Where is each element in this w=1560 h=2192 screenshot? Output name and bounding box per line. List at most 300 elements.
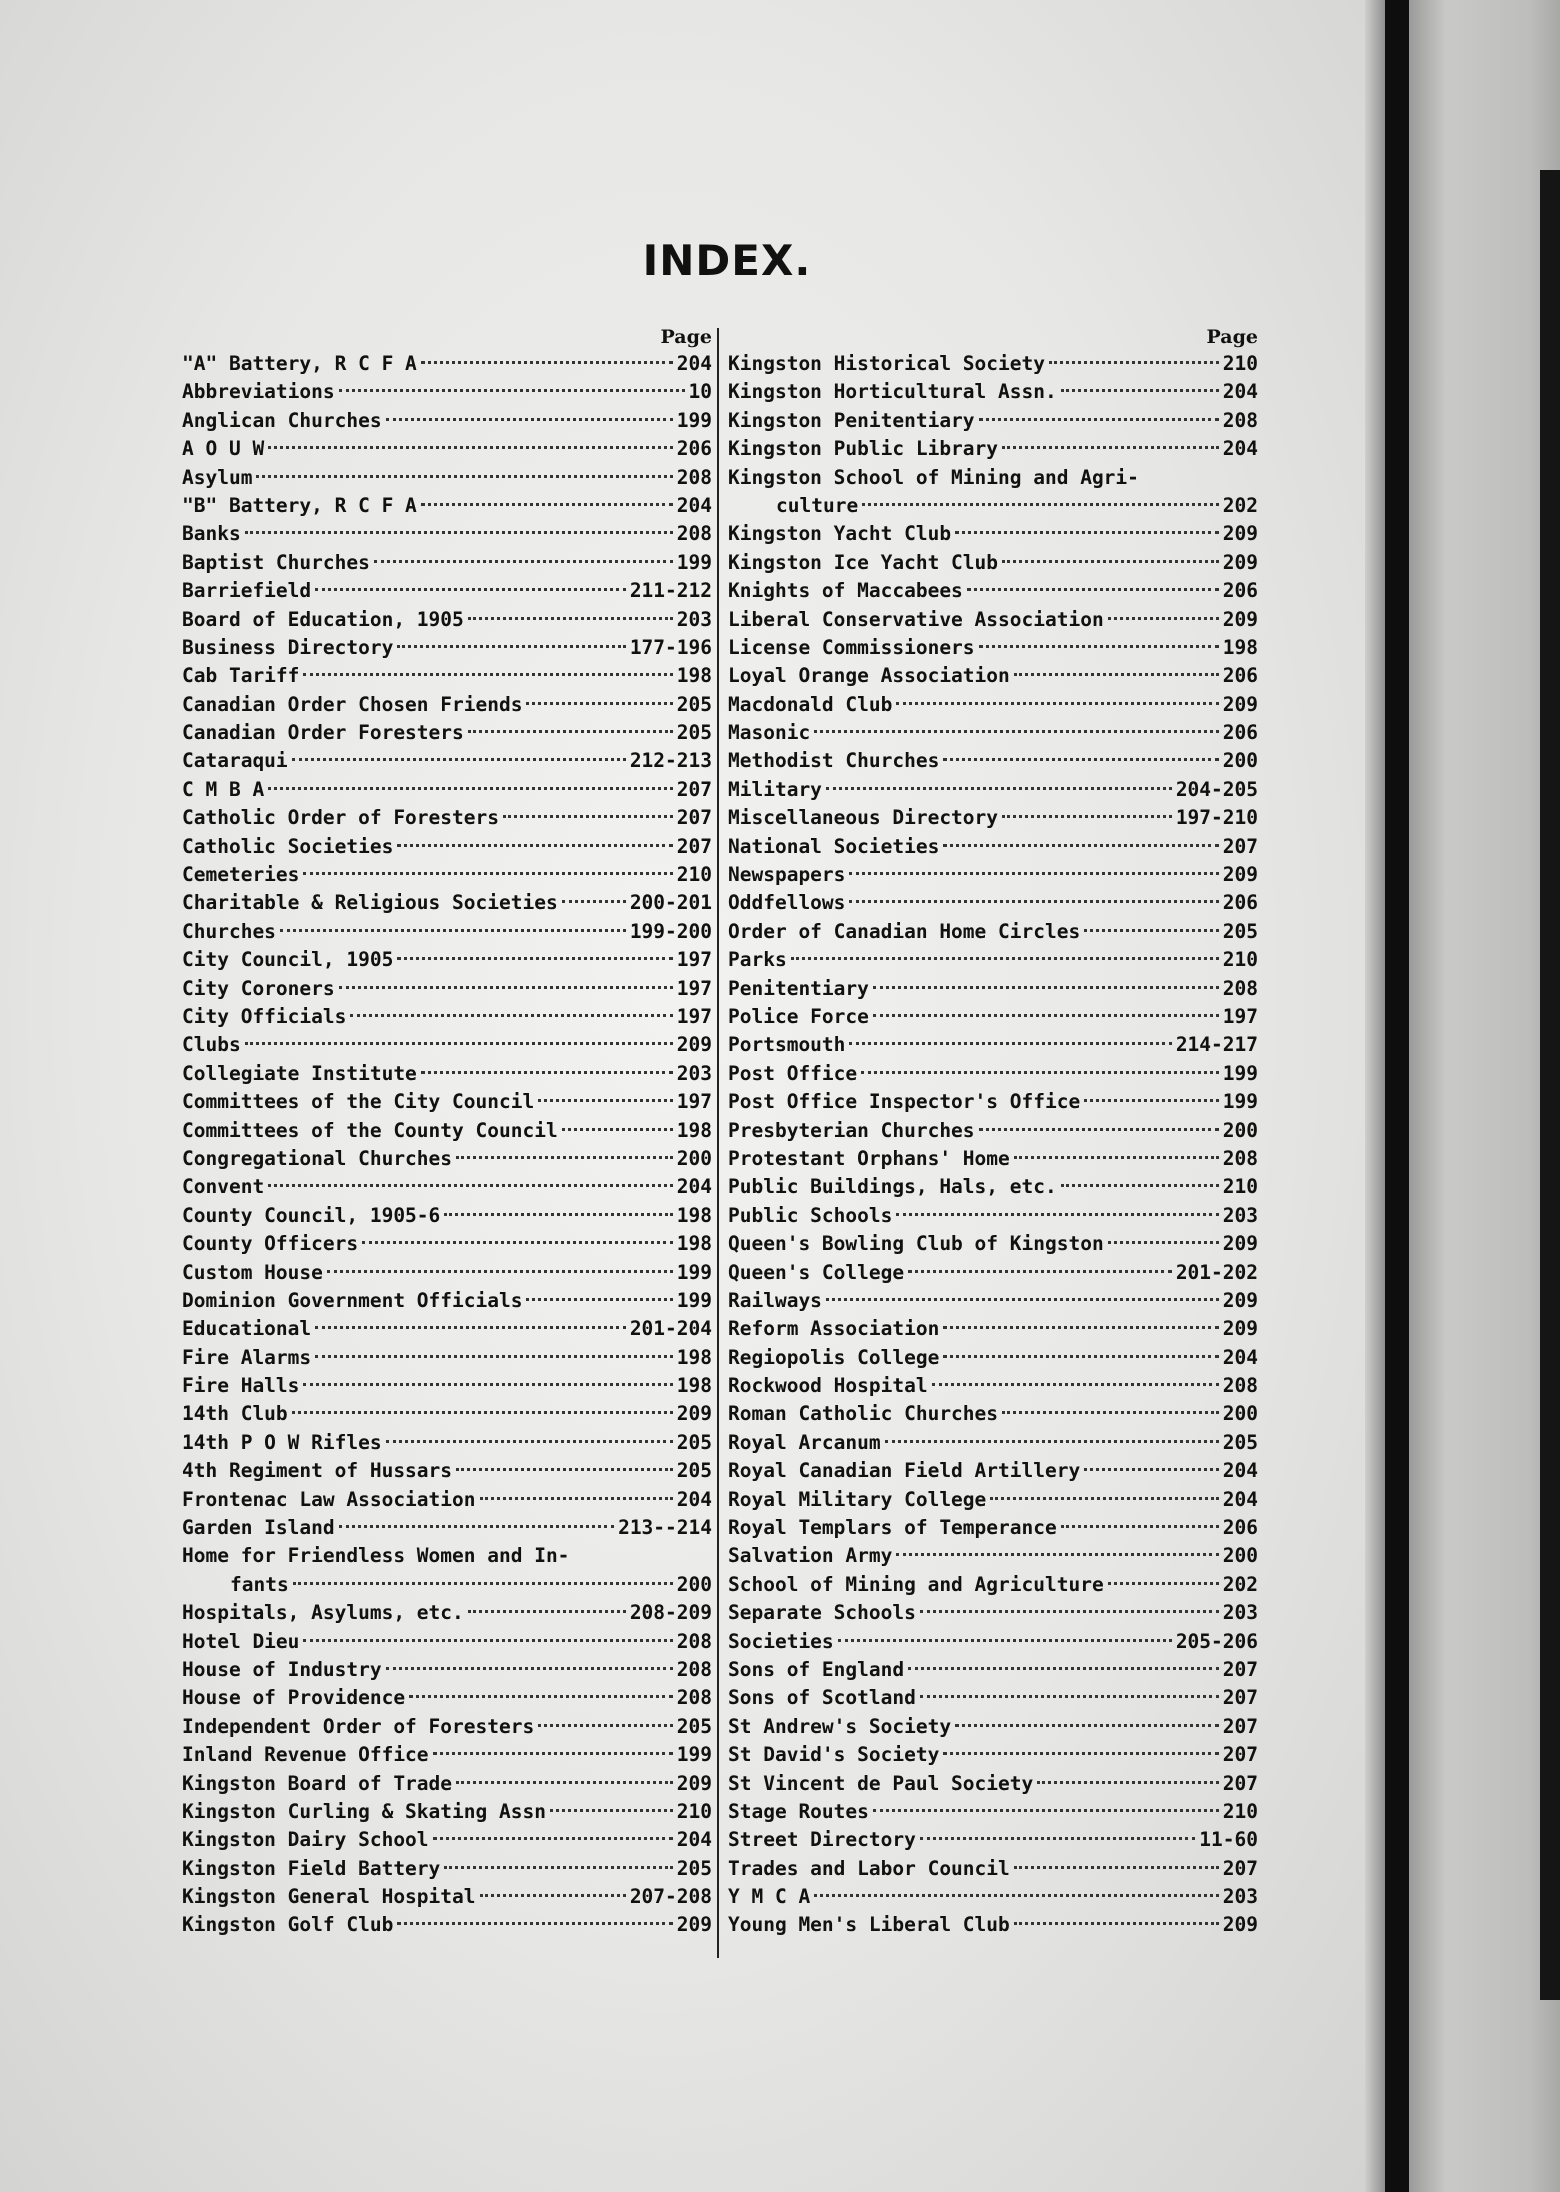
index-entry-name: 14th Club — [182, 1402, 288, 1426]
dot-leader — [386, 1440, 673, 1443]
index-entry-page: 207 — [676, 834, 712, 858]
index-entry-name: Royal Canadian Field Artillery — [728, 1459, 1081, 1483]
dot-leader — [315, 1326, 626, 1329]
index-title — [0, 236, 1560, 285]
index-entry-page: 209 — [676, 1913, 712, 1937]
index-entry — [728, 861, 1258, 889]
index-entry-page: 197 — [676, 1004, 712, 1028]
index-entry-name: 14th P O W Rifles — [182, 1430, 382, 1454]
index-entry-page: 205 — [1222, 1430, 1258, 1454]
index-title-text: INDEX. — [642, 236, 812, 285]
index-entry-name: Sons of Scotland — [728, 1686, 916, 1710]
index-entry-page: 199 — [676, 408, 712, 432]
index-entry-page: 211-212 — [629, 579, 712, 603]
dot-leader — [280, 929, 626, 932]
index-entry — [728, 350, 1258, 378]
index-entry — [728, 1883, 1258, 1911]
index-entry-name: Kingston Board of Trade — [182, 1771, 453, 1795]
index-entry — [182, 662, 712, 690]
index-entry — [182, 691, 712, 719]
index-entry-page: 203 — [1222, 1885, 1258, 1909]
index-entry-name: Public Schools — [728, 1203, 893, 1227]
page-gutter-shadow — [1365, 0, 1385, 2192]
index-entry — [182, 1656, 712, 1684]
index-entry-name: Fire Halls — [182, 1374, 300, 1398]
index-entry-name: Masonic — [728, 721, 811, 745]
index-entry-name: Royal Military College — [728, 1487, 987, 1511]
dot-leader — [1084, 1468, 1219, 1471]
index-entry — [728, 1486, 1258, 1514]
dot-leader — [538, 1724, 673, 1727]
index-entry-page: 207 — [1222, 1686, 1258, 1710]
dot-leader — [456, 1156, 673, 1159]
index-entry-name: Parks — [728, 948, 787, 972]
dot-leader — [990, 1497, 1218, 1500]
index-entry — [728, 747, 1258, 775]
dot-leader — [315, 1355, 673, 1358]
dot-leader — [885, 1440, 1219, 1443]
index-entry — [728, 1628, 1258, 1656]
index-entry-name: Roman Catholic Churches — [728, 1402, 999, 1426]
index-entry-name: Post Office — [728, 1061, 858, 1085]
index-entry-page: 208 — [1222, 1146, 1258, 1170]
index-entry — [182, 1287, 712, 1315]
dot-leader — [397, 645, 625, 648]
index-entry — [728, 1344, 1258, 1372]
index-entry — [728, 1599, 1258, 1627]
dot-leader — [456, 1468, 673, 1471]
index-entry — [728, 1003, 1258, 1031]
index-entry-name: Catholic Order of Foresters — [182, 806, 499, 830]
index-entry — [182, 464, 712, 492]
index-entry-name: Frontenac Law Association — [182, 1487, 476, 1511]
index-entry — [728, 1400, 1258, 1428]
index-entry-page: 200 — [676, 1146, 712, 1170]
dot-leader — [873, 986, 1219, 989]
index-entry-name: Societies — [728, 1629, 834, 1653]
index-entry-page: 200-201 — [629, 891, 712, 915]
dot-leader — [480, 1497, 673, 1500]
index-entry-name: Liberal Conservative Association — [728, 607, 1104, 631]
column-divider — [717, 328, 719, 1958]
index-entry-page: 197-210 — [1175, 806, 1258, 830]
dot-leader — [1108, 1582, 1219, 1585]
index-entry — [182, 1400, 712, 1428]
index-entry-name: Catholic Societies — [182, 834, 394, 858]
index-entry-name: Order of Canadian Home Circles — [728, 919, 1081, 943]
index-entry-name: Queen's Bowling Club of Kingston — [728, 1232, 1104, 1256]
index-entry — [728, 464, 1258, 492]
index-entry-name: Board of Education, 1905 — [182, 607, 464, 631]
dot-leader — [421, 361, 673, 364]
dot-leader — [943, 758, 1218, 761]
index-entry — [182, 1259, 712, 1287]
dot-leader — [1014, 1866, 1219, 1869]
index-entry — [182, 1230, 712, 1258]
index-entry — [182, 1117, 712, 1145]
dot-leader — [562, 1128, 673, 1131]
dot-leader — [908, 1270, 1172, 1273]
index-entry-name: Independent Order of Foresters — [182, 1714, 535, 1738]
dot-leader — [955, 1724, 1219, 1727]
index-entry-name: Public Buildings, Hals, etc. — [728, 1175, 1057, 1199]
index-entry-page: 212-213 — [629, 749, 712, 773]
index-entry-name: House of Providence — [182, 1686, 406, 1710]
dot-leader — [943, 1355, 1218, 1358]
index-entry-name: Educational — [182, 1317, 312, 1341]
index-entry-page: 210 — [1222, 948, 1258, 972]
index-entry-page: 207 — [1222, 1714, 1258, 1738]
index-entry-page: 206 — [1222, 1516, 1258, 1540]
dot-leader — [550, 1809, 673, 1812]
dot-leader — [374, 560, 673, 563]
index-entry-page: 200 — [1222, 1402, 1258, 1426]
index-entry-page: 198 — [676, 1345, 712, 1369]
index-entry — [182, 1060, 712, 1088]
index-entry-page: 205 — [1222, 919, 1258, 943]
dot-leader — [873, 1809, 1219, 1812]
index-entry-page: 214-217 — [1175, 1033, 1258, 1057]
index-entry-page: 206 — [1222, 579, 1258, 603]
dot-leader — [896, 1213, 1218, 1216]
index-entry — [182, 1344, 712, 1372]
index-entry — [182, 776, 712, 804]
index-entry-page: 11-60 — [1199, 1828, 1258, 1852]
index-entry — [728, 1202, 1258, 1230]
index-entry-name: Reform Association — [728, 1317, 940, 1341]
dot-leader — [421, 1071, 673, 1074]
dot-leader — [245, 531, 673, 534]
index-entry-page: 204 — [1222, 1487, 1258, 1511]
index-entry-name: Royal Templars of Temperance — [728, 1516, 1057, 1540]
index-entry — [182, 549, 712, 577]
index-entry-page: 207 — [676, 806, 712, 830]
index-entry-page: 198 — [676, 1203, 712, 1227]
dot-leader — [861, 1071, 1219, 1074]
index-entry-page: 209 — [676, 1771, 712, 1795]
dot-leader — [362, 1241, 673, 1244]
index-entry-name: Home for Friendless Women and In- — [182, 1544, 570, 1568]
index-entry — [182, 833, 712, 861]
index-entry-name: Sons of England — [728, 1657, 905, 1681]
index-entry-page: 200 — [1222, 749, 1258, 773]
index-entry-name: Convent — [182, 1175, 265, 1199]
dot-leader — [468, 1610, 626, 1613]
index-entry-name: Cemeteries — [182, 863, 300, 887]
index-entry-name: St Andrew's Society — [728, 1714, 952, 1738]
dot-leader — [1061, 389, 1219, 392]
index-entry-page: 201-204 — [629, 1317, 712, 1341]
dot-leader — [1002, 560, 1219, 563]
index-entry-name: Churches — [182, 919, 276, 943]
index-entry-page: 204 — [676, 493, 712, 517]
index-entry-name: Garden Island — [182, 1516, 335, 1540]
dot-leader — [350, 1014, 672, 1017]
index-entry — [182, 1883, 712, 1911]
dot-leader — [826, 1298, 1219, 1301]
index-entry-page: 197 — [676, 948, 712, 972]
index-entry-page: 198 — [1222, 635, 1258, 659]
dot-leader — [1108, 617, 1219, 620]
index-entry — [182, 1713, 712, 1741]
index-entry-page: 206 — [1222, 664, 1258, 688]
dot-leader — [1002, 446, 1219, 449]
index-entry-name: Kingston Dairy School — [182, 1828, 429, 1852]
index-entry — [728, 1173, 1258, 1201]
index-entry — [182, 889, 712, 917]
index-entry-name: "A" Battery, R C F A — [182, 352, 417, 375]
index-entry — [728, 606, 1258, 634]
dot-leader — [862, 503, 1219, 506]
index-entry — [728, 492, 1258, 520]
index-entry-page: 209 — [1222, 1913, 1258, 1937]
index-entry-page: 199 — [1222, 1090, 1258, 1114]
index-entry — [728, 1117, 1258, 1145]
dot-leader — [327, 1270, 673, 1273]
index-entry-name: House of Industry — [182, 1657, 382, 1681]
index-entry — [182, 918, 712, 946]
index-entry-page: 208 — [1222, 976, 1258, 1000]
index-entry-page: 204 — [1222, 437, 1258, 461]
index-entry-name: "B" Battery, R C F A — [182, 493, 417, 517]
index-entry-page: 205 — [676, 1714, 712, 1738]
index-entry — [182, 1145, 712, 1173]
index-entry — [182, 861, 712, 889]
index-entry-name: Y M C A — [728, 1885, 811, 1909]
index-entry — [728, 1826, 1258, 1854]
dot-leader — [256, 475, 672, 478]
index-entry-name: Miscellaneous Directory — [728, 806, 999, 830]
index-entry-name: Street Directory — [728, 1828, 916, 1852]
index-entry — [182, 975, 712, 1003]
index-entry-page: 205-206 — [1175, 1629, 1258, 1653]
index-entry-page: 205 — [676, 1430, 712, 1454]
dot-leader — [1037, 1781, 1219, 1784]
index-entry — [182, 1684, 712, 1712]
index-entry — [728, 776, 1258, 804]
index-entry-name: culture — [776, 493, 859, 517]
index-entry — [728, 1571, 1258, 1599]
index-entry-name: Committees of the County Council — [182, 1118, 558, 1142]
index-entry — [182, 747, 712, 775]
index-entry-name: Regiopolis College — [728, 1345, 940, 1369]
index-entry-name: Business Directory — [182, 635, 394, 659]
index-entry-name: Canadian Order Chosen Friends — [182, 692, 523, 716]
index-entry-page: 204 — [1222, 1459, 1258, 1483]
index-entry-page: 177-196 — [629, 635, 712, 659]
index-entry-name: Banks — [182, 522, 241, 546]
index-entry-page: 198 — [676, 1232, 712, 1256]
index-entry-name: Custom House — [182, 1260, 323, 1284]
index-entry — [182, 1003, 712, 1031]
index-entry-name: Hospitals, Asylums, etc. — [182, 1601, 464, 1625]
index-entry — [728, 520, 1258, 548]
index-entry — [728, 1088, 1258, 1116]
index-entry-name: Kingston Horticultural Assn. — [728, 380, 1057, 404]
dot-leader — [397, 844, 672, 847]
index-entry-page: 208 — [676, 522, 712, 546]
index-entry-page: 209 — [1222, 607, 1258, 631]
index-entry-name: Kingston Ice Yacht Club — [728, 550, 999, 574]
dot-leader — [1084, 929, 1219, 932]
index-entry — [182, 492, 712, 520]
index-entry — [182, 1628, 712, 1656]
index-entry-page: 204 — [676, 1175, 712, 1199]
index-entry-name: Canadian Order Foresters — [182, 721, 464, 745]
index-entry-page: 210 — [676, 863, 712, 887]
index-entry-page: 202 — [1222, 493, 1258, 517]
index-entry — [728, 918, 1258, 946]
index-entry-name: Anglican Churches — [182, 408, 382, 432]
index-entry — [182, 1599, 712, 1627]
dot-leader — [1108, 1241, 1219, 1244]
index-entry-name: Railways — [728, 1288, 822, 1312]
dot-leader — [386, 1667, 673, 1670]
index-entry-page: 206 — [676, 437, 712, 461]
dot-leader — [268, 1184, 673, 1187]
index-entry — [182, 1315, 712, 1343]
index-entry — [182, 1571, 712, 1599]
index-entry-page: 205 — [676, 692, 712, 716]
index-entry — [182, 606, 712, 634]
dot-leader — [1061, 1525, 1219, 1528]
index-entry-page: 210 — [676, 1799, 712, 1823]
index-entry-name: Cataraqui — [182, 749, 288, 773]
index-entry-page: 213--214 — [618, 1516, 712, 1540]
index-entry-name: Kingston General Hospital — [182, 1885, 476, 1909]
index-entry — [728, 1542, 1258, 1570]
dot-leader — [503, 815, 673, 818]
index-entry — [182, 1088, 712, 1116]
index-entry-name: Police Force — [728, 1004, 869, 1028]
index-column-left — [182, 324, 712, 1940]
index-entry-page: 203 — [1222, 1601, 1258, 1625]
index-entry-name: Kingston Field Battery — [182, 1856, 441, 1880]
index-entry-page: 198 — [676, 1118, 712, 1142]
dot-leader — [791, 957, 1219, 960]
index-entry — [728, 549, 1258, 577]
index-entry-name: Abbreviations — [182, 380, 335, 404]
dot-leader — [433, 1752, 673, 1755]
index-entry-page: 201-202 — [1175, 1260, 1258, 1284]
dot-leader — [838, 1639, 1172, 1642]
dot-leader — [849, 900, 1218, 903]
index-entry-name: Congregational Churches — [182, 1146, 453, 1170]
index-entry-page: 207 — [1222, 834, 1258, 858]
dot-leader — [1049, 361, 1219, 364]
index-entry-page: 208 — [676, 465, 712, 489]
dot-leader — [896, 702, 1218, 705]
index-entry-name: Kingston Yacht Club — [728, 522, 952, 546]
index-entry — [182, 1031, 712, 1059]
dot-leader — [245, 1042, 673, 1045]
index-entry — [728, 1684, 1258, 1712]
index-entry-page: 208-209 — [629, 1601, 712, 1625]
index-entry-page: 207 — [1222, 1771, 1258, 1795]
index-entry — [182, 435, 712, 463]
index-entry-page: 208 — [676, 1657, 712, 1681]
dot-leader — [303, 872, 672, 875]
index-entry-name: Kingston Public Library — [728, 437, 999, 461]
index-entry-name: Protestant Orphans' Home — [728, 1146, 1010, 1170]
dot-leader — [468, 617, 673, 620]
index-entry — [182, 350, 712, 378]
index-entry — [728, 719, 1258, 747]
index-entry — [182, 1826, 712, 1854]
dot-leader — [421, 503, 673, 506]
dot-leader — [268, 446, 673, 449]
dot-leader — [339, 389, 685, 392]
index-entry-name: Penitentiary — [728, 976, 869, 1000]
index-entries-right — [728, 350, 1258, 1940]
index-entry — [728, 577, 1258, 605]
dot-leader — [955, 531, 1219, 534]
index-entry — [728, 634, 1258, 662]
index-entry — [182, 1542, 712, 1570]
dot-leader — [943, 1752, 1218, 1755]
index-entry — [728, 1457, 1258, 1485]
index-entry — [182, 520, 712, 548]
dot-leader — [339, 1525, 614, 1528]
index-entry-page: 208 — [1222, 408, 1258, 432]
page-column-header-right: Page — [1206, 326, 1258, 348]
index-entry — [728, 1230, 1258, 1258]
index-entry-page: 205 — [676, 1856, 712, 1880]
dot-leader — [920, 1610, 1219, 1613]
dot-leader — [339, 986, 673, 989]
dot-leader — [480, 1894, 626, 1897]
index-entry — [182, 946, 712, 974]
page-column-header-left: Page — [660, 326, 712, 348]
index-entry-name: Baptist Churches — [182, 550, 370, 574]
dot-leader — [896, 1553, 1218, 1556]
index-entry-page: 199 — [676, 550, 712, 574]
index-entry-name: Barriefield — [182, 579, 312, 603]
index-entry — [728, 833, 1258, 861]
index-entry-page: 203 — [1222, 1203, 1258, 1227]
dot-leader — [386, 418, 673, 421]
index-entry-page: 197 — [676, 1090, 712, 1114]
index-entry-name: Kingston School of Mining and Agri- — [728, 465, 1139, 489]
dot-leader — [979, 418, 1219, 421]
index-entry — [182, 1514, 712, 1542]
index-entry-name: Queen's College — [728, 1260, 905, 1284]
index-entry-name: County Council, 1905-6 — [182, 1203, 441, 1227]
index-entry — [182, 577, 712, 605]
dot-leader — [943, 844, 1218, 847]
index-entry-page: 204 — [1222, 1345, 1258, 1369]
index-entry — [728, 1145, 1258, 1173]
index-entry-page: 210 — [1222, 1799, 1258, 1823]
index-entry-name: County Officers — [182, 1232, 359, 1256]
index-entry-page: 209 — [1222, 1288, 1258, 1312]
index-entry — [728, 1372, 1258, 1400]
dot-leader — [920, 1837, 1195, 1840]
dot-leader — [920, 1695, 1219, 1698]
dot-leader — [292, 758, 626, 761]
book-spine — [1385, 0, 1409, 2192]
index-entry-page: 204 — [676, 1487, 712, 1511]
index-entry-name: License Commissioners — [728, 635, 975, 659]
index-entry-page: 207 — [1222, 1856, 1258, 1880]
index-entry-name: Kingston Historical Society — [728, 352, 1045, 375]
index-entry-name: St Vincent de Paul Society — [728, 1771, 1034, 1795]
index-entry — [182, 407, 712, 435]
adjacent-page-dark-edge — [1540, 170, 1560, 2000]
dot-leader — [456, 1781, 673, 1784]
index-entry-name: City Officials — [182, 1004, 347, 1028]
index-entry — [728, 1060, 1258, 1088]
